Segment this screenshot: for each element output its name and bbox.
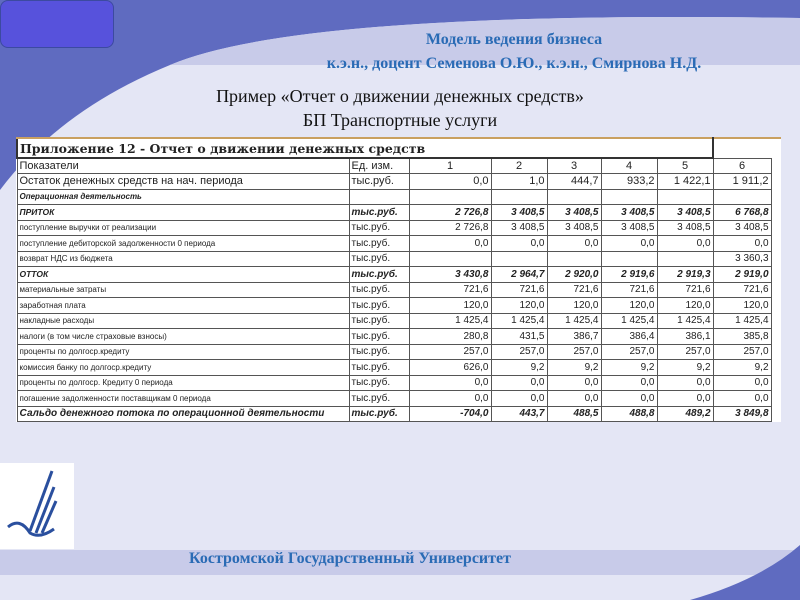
logo-placeholder [0,0,114,48]
cell-value: 257,0 [409,344,491,360]
cell-value: 0,0 [491,391,547,407]
header-authors: к.э.н., доцент Семенова О.Ю., к.э.н., Смирнова Н.Д. [326,55,702,72]
cell-value: 0,0 [713,391,771,407]
cell-value: 386,7 [547,329,601,345]
cell-value: 488,8 [601,406,657,422]
table-row [17,251,781,267]
cell-value: 0,0 [409,236,491,252]
cell-value: 2 919,0 [713,267,771,283]
cell-value: 2 726,8 [409,220,491,236]
cell-value: 721,6 [601,282,657,298]
cell-value [409,251,491,267]
cell-value: 1,0 [491,174,547,190]
cell-value: 444,7 [547,174,601,190]
column-header: 2 [491,158,547,174]
cell-value: 386,1 [657,329,713,345]
row-unit: тыс.руб. [349,251,409,267]
table-row [17,329,781,345]
cell-value: 386,4 [601,329,657,345]
cell-value [601,251,657,267]
row-label: поступление дебиторской задолженности 0 периода [17,236,349,252]
table-row [17,375,781,391]
cell-value: 2 920,0 [547,267,601,283]
cell-value: 1 425,4 [491,313,547,329]
cell-value: 721,6 [547,282,601,298]
row-unit: тыс.руб. [349,205,409,221]
cell-value: 0,0 [657,236,713,252]
cell-value: 0,0 [601,391,657,407]
cell-value: 3 408,5 [657,220,713,236]
cell-value: 3 408,5 [547,205,601,221]
cell-value: 257,0 [713,344,771,360]
row-unit: тыс.руб. [349,174,409,190]
cell-value: 1 425,4 [409,313,491,329]
cell-value: 3 408,5 [491,205,547,221]
cell-value: 120,0 [657,298,713,314]
cell-value: 0,0 [601,375,657,391]
cell-value: 2 919,6 [601,267,657,283]
row-unit: тыс.руб. [349,344,409,360]
row-unit: тыс.руб. [349,236,409,252]
cell-value: 0,0 [409,391,491,407]
cell-value: 3 430,8 [409,267,491,283]
cell-value: 257,0 [601,344,657,360]
cell-value: 721,6 [713,282,771,298]
cell-value: 721,6 [657,282,713,298]
cell-value: 0,0 [409,174,491,190]
table-row [17,406,781,422]
table-header [17,158,781,174]
cell-value: 488,5 [547,406,601,422]
cell-value: 120,0 [713,298,771,314]
cell-value [409,189,491,205]
row-label: поступление выручки от реализации [17,220,349,236]
cell-value: 385,8 [713,329,771,345]
cell-value: 2 964,7 [491,267,547,283]
table-row [17,205,781,221]
cell-value: 2 726,8 [409,205,491,221]
cell-value: 431,5 [491,329,547,345]
cell-value: 489,2 [657,406,713,422]
table-row [17,391,781,407]
cell-value: 1 425,4 [657,313,713,329]
table-row [17,174,781,190]
cell-value: 0,0 [547,236,601,252]
cell-value: 2 919,3 [657,267,713,283]
row-label: накладные расходы [17,313,349,329]
row-label: комиссия банку по долгоср.кредиту [17,360,349,376]
cell-value: 9,2 [547,360,601,376]
cell-value: 3 408,5 [657,205,713,221]
cell-value: 1 425,4 [601,313,657,329]
cell-value: 0,0 [657,391,713,407]
cell-value: 933,2 [601,174,657,190]
column-header: 5 [657,158,713,174]
cell-value: 0,0 [409,375,491,391]
cell-value: 9,2 [601,360,657,376]
cell-value: 0,0 [657,375,713,391]
row-label: Операционная деятельность [17,189,349,205]
row-unit: тыс.руб. [349,329,409,345]
cell-value: 9,2 [713,360,771,376]
table-row [17,236,781,252]
cell-value: 280,8 [409,329,491,345]
column-header: 3 [547,158,601,174]
table-row [17,298,781,314]
table-row [17,360,781,376]
column-header: Показатели [17,158,349,174]
slide-title: Пример «Отчет о движении денежных средств» [216,86,584,106]
cell-value [491,251,547,267]
cell-value: 0,0 [491,236,547,252]
cell-value: 120,0 [601,298,657,314]
table-row [17,267,781,283]
cash-flow-table [16,137,781,422]
cell-value: 0,0 [547,391,601,407]
row-unit: тыс.руб. [349,391,409,407]
row-label: Сальдо денежного потока по операционной деятельности [17,406,349,422]
cell-value: 257,0 [547,344,601,360]
row-label: ОТТОК [17,267,349,283]
cell-value [601,189,657,205]
cell-value: 3 408,5 [491,220,547,236]
cell-value: 120,0 [491,298,547,314]
row-label: погашение задолженности поставщикам 0 периода [17,391,349,407]
row-unit: тыс.руб. [349,220,409,236]
cell-value: 9,2 [657,360,713,376]
cell-value: 120,0 [547,298,601,314]
table-row [17,313,781,329]
row-label: ПРИТОК [17,205,349,221]
university-name: Костромской Государственный Университет [189,550,511,567]
cell-value: 721,6 [409,282,491,298]
cell-value: 257,0 [657,344,713,360]
row-label: проценты по долгоср. Кредиту 0 периода [17,375,349,391]
row-label: материальные затраты [17,282,349,298]
table-row [17,282,781,298]
cell-value: 1 425,4 [547,313,601,329]
cell-value [547,189,601,205]
row-unit: тыс.руб. [349,375,409,391]
cell-value: 1 422,1 [657,174,713,190]
column-header: Ед. изм. [349,158,409,174]
row-unit: тыс.руб. [349,267,409,283]
cell-value: 9,2 [491,360,547,376]
column-header: 4 [601,158,657,174]
row-unit: тыс.руб. [349,313,409,329]
cell-value: 3 408,5 [713,220,771,236]
cell-value: 3 408,5 [601,220,657,236]
row-label: заработная плата [17,298,349,314]
university-logo [0,463,74,549]
cell-value: 0,0 [713,375,771,391]
table-row [17,344,781,360]
header-title: Модель ведения бизнеса [425,31,603,48]
cell-value [657,189,713,205]
cell-value: 6 768,8 [713,205,771,221]
column-header: 1 [409,158,491,174]
cell-value: -704,0 [409,406,491,422]
column-header: 6 [713,158,771,174]
cell-value: 3 849,8 [713,406,771,422]
cell-value: 1 425,4 [713,313,771,329]
cell-value: 1 911,2 [713,174,771,190]
cell-value: 120,0 [409,298,491,314]
row-unit: тыс.руб. [349,360,409,376]
table-row [17,220,781,236]
slide-subtitle: БП Транспортные услуги [302,110,498,130]
cell-value: 257,0 [491,344,547,360]
table-title: Приложение 12 - Отчет о движении денежных средств [17,138,713,158]
cell-value: 3 360,3 [713,251,771,267]
cell-value: 443,7 [491,406,547,422]
row-unit [349,189,409,205]
cell-value: 0,0 [547,375,601,391]
cell-value [657,251,713,267]
cell-value [713,189,771,205]
cell-value [491,189,547,205]
row-label: возврат НДС из бюджета [17,251,349,267]
row-unit: тыс.руб. [349,298,409,314]
row-label: Остаток денежных средств на нач. периода [17,174,349,190]
table-row [17,189,781,205]
row-unit: тыс.руб. [349,406,409,422]
row-label: проценты по долгоср.кредиту [17,344,349,360]
cell-value: 626,0 [409,360,491,376]
cell-value: 3 408,5 [547,220,601,236]
row-label: налоги (в том числе страховые взносы) [17,329,349,345]
cell-value: 0,0 [713,236,771,252]
cell-value: 721,6 [491,282,547,298]
cell-value: 0,0 [491,375,547,391]
cell-value [547,251,601,267]
cell-value: 3 408,5 [601,205,657,221]
row-unit: тыс.руб. [349,282,409,298]
cell-value: 0,0 [601,236,657,252]
